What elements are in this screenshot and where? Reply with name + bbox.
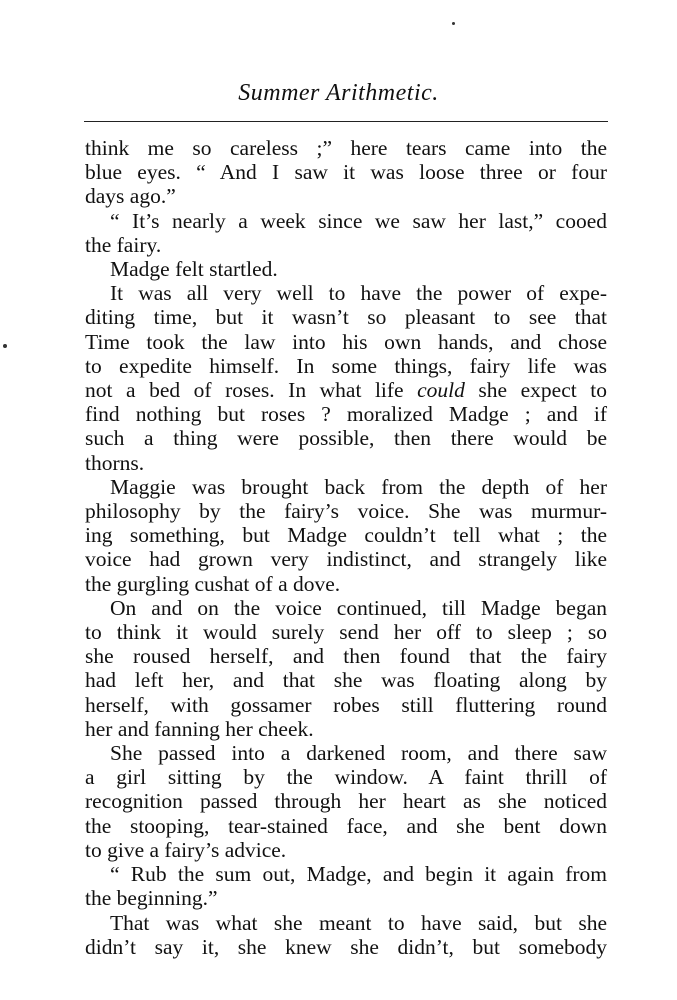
text-segment: not a bed of roses. In what life <box>85 378 418 403</box>
body-text <box>85 136 607 959</box>
text-line: Madge felt startled. <box>110 257 278 282</box>
text-line: recognition passed through her heart as she noticed <box>85 789 607 814</box>
print-speck <box>3 344 7 348</box>
text-line: the fairy. <box>85 232 162 257</box>
paragraph <box>85 136 607 209</box>
paragraph <box>85 209 607 257</box>
emphasis: could <box>417 378 465 403</box>
paragraph <box>85 475 607 596</box>
text-line: Time took the law into his own hands, and chose <box>85 329 607 354</box>
header-rule <box>84 121 608 122</box>
text-line: herself, with gossamer robes still fluttering round <box>85 692 607 717</box>
text-line: She passed into a darkened room, and there saw <box>110 741 607 766</box>
text-line: a girl sitting by the window. A faint thrill of <box>85 765 607 790</box>
text-line: the gurgling cushat of a dove. <box>85 571 341 596</box>
paragraph <box>85 257 607 281</box>
text-line: had left her, and that she was floating along by <box>85 668 607 693</box>
running-head: Summer Arithmetic. <box>238 80 439 106</box>
print-speck <box>452 22 455 25</box>
text-line: think me so careless ;” here tears came into the <box>85 136 607 160</box>
text-line: to think it would surely send her off to sleep ; so <box>85 620 607 645</box>
text-line: such a thing were possible, then there would be <box>85 426 607 451</box>
text-line: to give a fairy’s advice. <box>85 837 287 862</box>
paragraph <box>85 741 607 862</box>
text-line: find nothing but roses ? moralized Madge ; and if <box>85 402 607 427</box>
text-line: thorns. <box>85 450 145 475</box>
text-line: “ Rub the sum out, Madge, and begin it again from <box>110 862 607 887</box>
text-line: That was what she meant to have said, but she <box>110 910 607 935</box>
text-line: diting time, but it wasn’t so pleasant to see that <box>85 305 607 330</box>
text-line: On and on the voice continued, till Madge began <box>110 595 607 620</box>
text-line: It was all very well to have the power of expe- <box>110 281 607 306</box>
text-line: days ago.” <box>85 184 176 209</box>
text-line: the beginning.” <box>85 886 218 911</box>
text-line: “ It’s nearly a week since we saw her last,” cooed <box>110 208 607 233</box>
text-line: she roused herself, and then found that the fairy <box>85 644 607 669</box>
text-line: Maggie was brought back from the depth of her <box>110 474 607 499</box>
text-line: didn’t say it, she knew she didn’t, but somebody <box>85 934 607 959</box>
text-line: blue eyes. “ And I saw it was loose three or four <box>85 160 607 185</box>
text-line <box>85 378 607 402</box>
text-segment: she expect to <box>464 378 607 403</box>
text-line: voice had grown very indistinct, and strangely like <box>85 547 607 572</box>
text-line: her and fanning her cheek. <box>85 716 314 741</box>
text-line: philosophy by the fairy’s voice. She was murmur- <box>85 499 607 524</box>
paragraph <box>85 281 607 475</box>
paragraph <box>85 862 607 910</box>
text-line: ing something, but Madge couldn’t tell what ; the <box>85 523 607 548</box>
paragraph <box>85 596 607 741</box>
paragraph <box>85 911 607 959</box>
text-line: to expedite himself. In some things, fairy life was <box>85 353 607 378</box>
text-line: the stooping, tear-stained face, and she bent down <box>85 813 607 838</box>
